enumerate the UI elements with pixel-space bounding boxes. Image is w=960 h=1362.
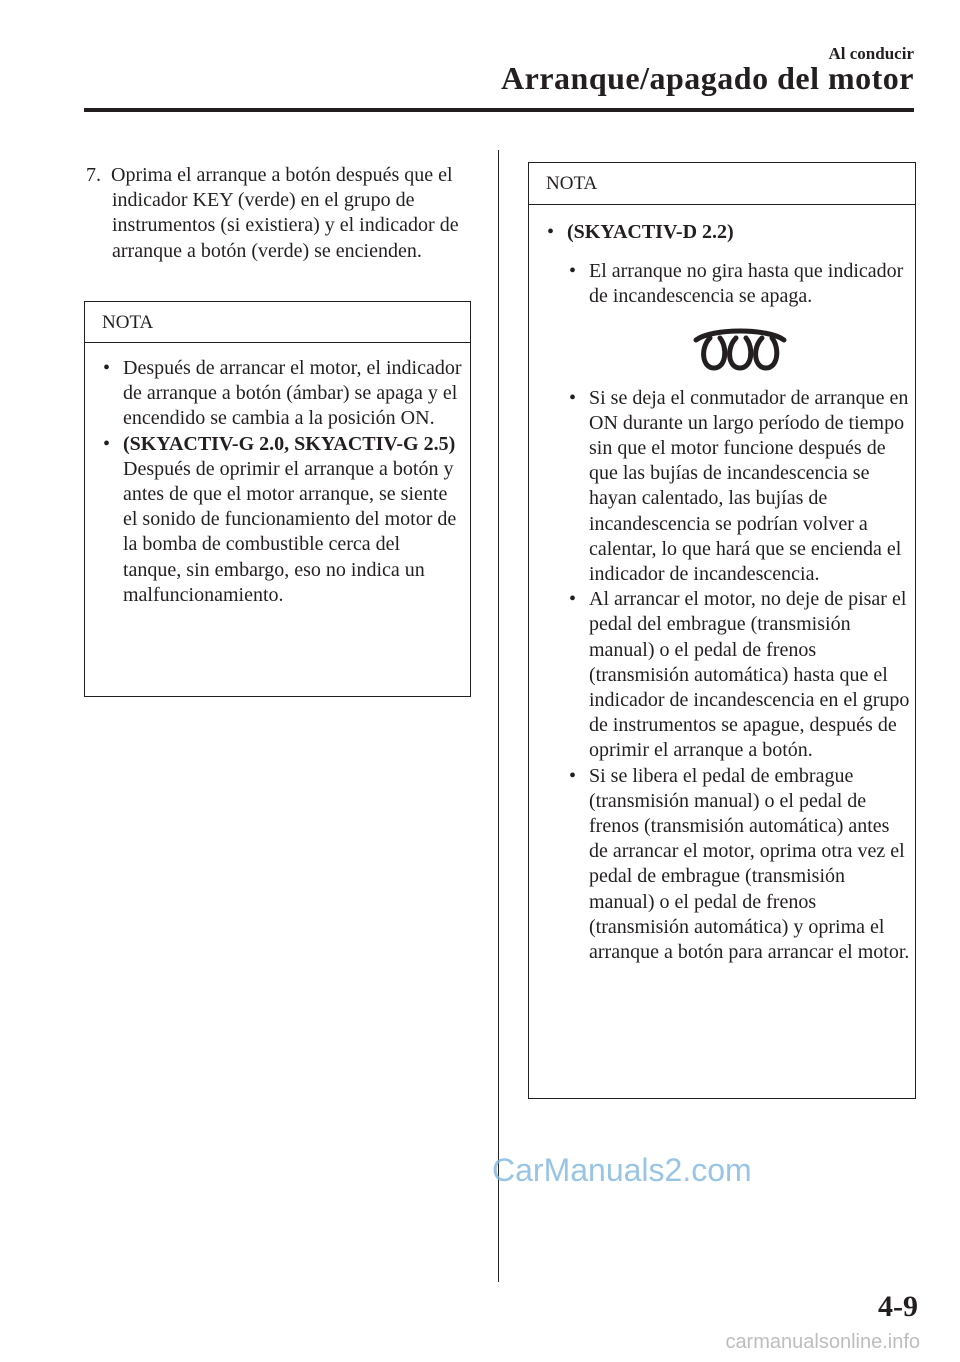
note-body [85, 343, 470, 624]
step-7 [86, 163, 476, 264]
note-item-text: El arranque no gira hasta que indicador de incandescencia se apaga. [589, 260, 904, 308]
glow-indicator-icon [569, 310, 911, 386]
note-group-heading: (SKYACTIV-D 2.2) [567, 221, 734, 243]
bullet: • [103, 357, 111, 379]
note-item-text: Si se libera el pedal de embrague (transmisión manual) o el pedal de frenos (transmisión automática) antes de arrancar el motor, oprima otra vez el pedal de embrague (transmisión manual) o el pedal de frenos (transmisión automática) y oprima el arranque a botón para arrancar el motor. [589, 764, 910, 964]
note-item [569, 259, 911, 309]
note-item-text: Al arrancar el motor, no deje de pisar el pedal del embrague (transmisión manual) o el pedal de frenos (transmisión automática) hasta que el indicador de incandescencia en el grupo de instrumentos se apague, después de oprimir el arranque a botón. [589, 588, 910, 762]
bullet: • [547, 221, 555, 243]
note-item [569, 587, 911, 763]
bullet: • [569, 260, 577, 283]
bullet: • [103, 432, 111, 455]
page-number: 4-9 [878, 1290, 918, 1323]
note-item-text: Si se deja el conmutador de arranque en ON durante un largo período de tiempo sin que el motor funcione después de que las bujías de incandescencia se hayan calentado, las bujías de incandescencia se podrían volver a calentar, lo que hará que se encienda el indicador de incandescencia. [589, 386, 909, 586]
header-rule [84, 108, 914, 112]
note-item-text: Después de arrancar el motor, el indicador de arranque a botón (ámbar) se apaga y el encendido se cambia a la posición ON. [123, 357, 462, 430]
note-heading: NOTA [85, 302, 470, 343]
column-divider [498, 150, 499, 1282]
bullet: • [569, 764, 577, 787]
step-text: Oprima el arranque a botón después que el indicador KEY (verde) en el grupo de instrumentos (si existiera) y el indicador de arranque a botón (verde) se encienden. [111, 164, 459, 262]
note-item-text: Después de oprimir el arranque a botón y antes de que el motor arranque, se siente el sonido de funcionamiento del motor de la bomba de combustible cerca del tanque, sin embargo, eso no indica un malfuncionamiento. [123, 457, 457, 606]
note-sublist [547, 259, 911, 965]
note-item [103, 356, 462, 432]
note-item [103, 432, 462, 608]
glow-plug-symbol [690, 326, 790, 372]
page-title: Arranque/apagado del motor [501, 60, 914, 96]
bullet: • [569, 588, 577, 611]
step-number: 7. [86, 164, 101, 186]
note-box-left [84, 301, 471, 697]
note-item [569, 386, 911, 588]
note-item [569, 764, 911, 966]
bullet: • [569, 386, 577, 409]
note-body [529, 205, 915, 981]
footer-url: carmanualsonline.info [725, 1331, 920, 1353]
note-box-right [528, 162, 916, 1099]
note-item-heading: (SKYACTIV-G 2.0, SKYACTIV-G 2.5) [123, 432, 456, 455]
note-heading: NOTA [529, 163, 915, 205]
watermark-logo: CarManuals2.com [492, 1152, 752, 1188]
note-group [547, 220, 911, 245]
section-label: Al conducir [828, 44, 914, 63]
